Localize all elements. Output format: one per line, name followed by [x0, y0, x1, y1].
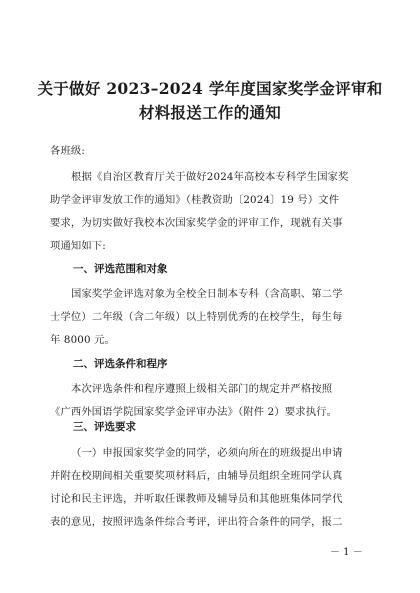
section-2-line-1: 本次评选条件和程序遵照上级相关部门的规定并严格按照 [71, 383, 333, 395]
section-3-line-4: 表的意见，按照评选条件综合考评，评出符合条件的同学，报二 [50, 516, 343, 528]
page-number: － 1 － [330, 547, 363, 558]
section-3-line-1: （一）申报国家奖学金的同学，必须向所在的班级提出申请 [71, 447, 343, 459]
document-title-line-2: 材料报送工作的通知 [138, 103, 282, 122]
section-3-line-2: 并附在校期间相关重要奖项材料后，由辅导员组织全班同学认真 [50, 470, 343, 482]
intro-line-2: 助学金评审发放工作的通知》（桂教资助〔2024〕19 号）文件 [50, 194, 340, 206]
section-heading-3: 三、评选要求 [73, 421, 136, 433]
intro-line-1: 根据《自治区教育厅关于做好2024年高校本专科学生国家奖 [71, 171, 349, 183]
section-2-line-2: 《广西外国语学院国家奖学金评审办法》（附件 2）要求执行。 [50, 406, 338, 418]
document-title-line-1: 关于做好 2023–2024 学年度国家奖学金评审和 [37, 79, 383, 98]
intro-line-4: 项通知如下: [50, 240, 106, 252]
section-1-line-3: 年 8000 元。 [50, 334, 115, 346]
section-heading-2: 二、评选条件和程序 [73, 358, 168, 370]
section-1-line-1: 国家奖学金评选对象为全校全日制本专科（含高职、第二学 [71, 288, 343, 300]
section-3-line-3: 讨论和民主评选，并听取任课教师及辅导员和其他班集体同学代 [50, 493, 343, 505]
salutation: 各班级: [50, 145, 85, 157]
section-1-line-2: 士学位）二年级（含二年级）以上特别优秀的在校学生，每生每 [50, 311, 343, 323]
section-heading-1: 一、评选范围和对象 [73, 263, 168, 275]
intro-line-3: 要求，为切实做好我校本次国家奖学金的评审工作，现就有关事 [50, 217, 343, 229]
